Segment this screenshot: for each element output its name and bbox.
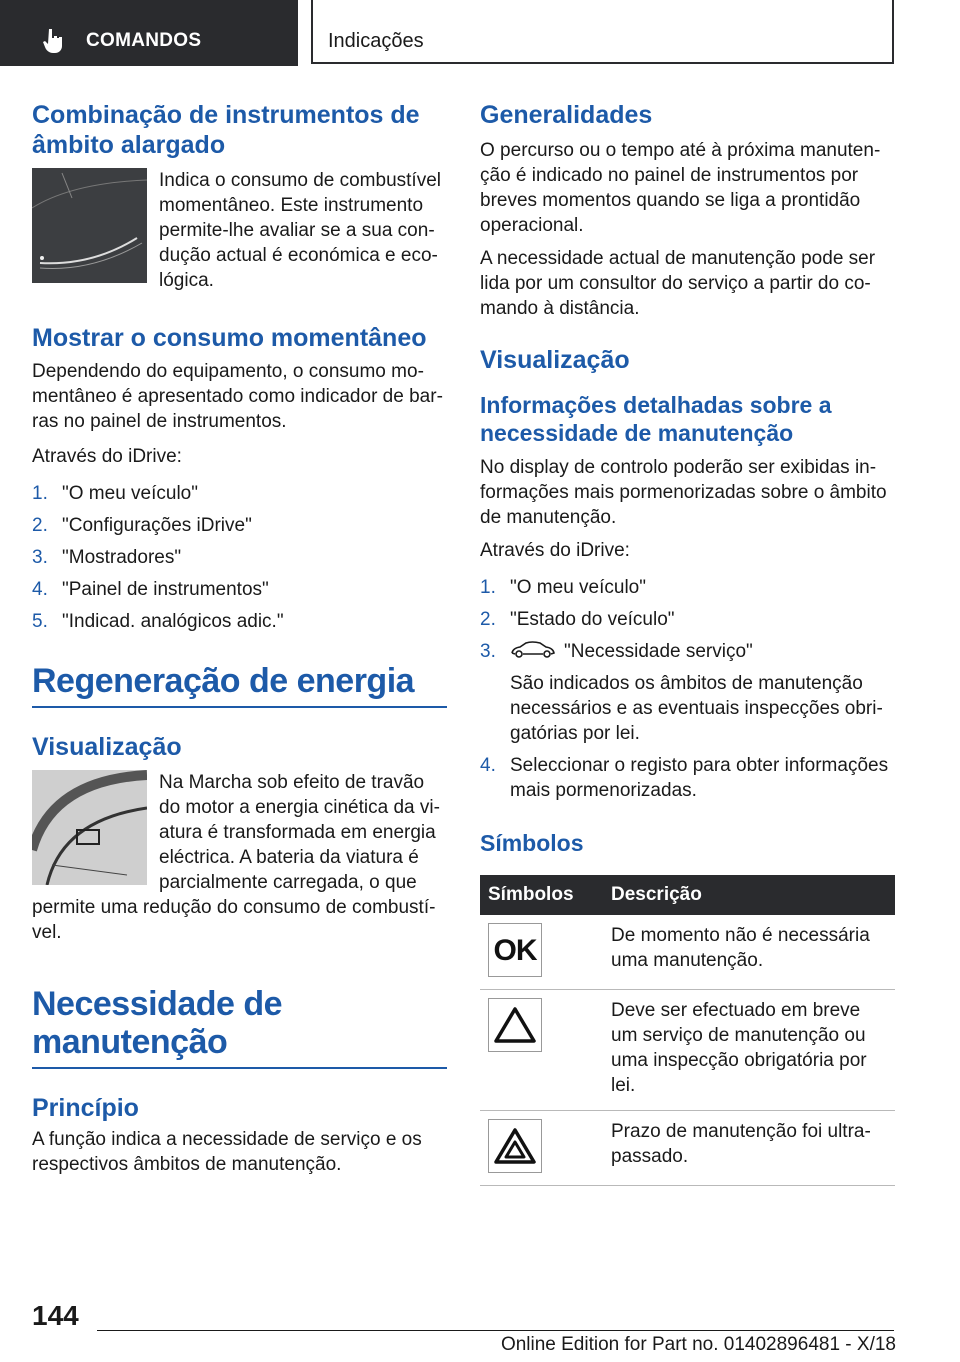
table-cell-description: De momento não é necessária uma manutenção. bbox=[603, 915, 895, 990]
instrument-cluster-image bbox=[32, 168, 147, 283]
list-item: 3. "Necessidade serviço" São indicados os âmbitos de manutenção necessários e as eventuais inspecções obrigatórias por lei. bbox=[480, 639, 895, 746]
right-column bbox=[480, 100, 895, 1186]
principle-text: A função indica a necessidade de serviço e os respectivos âmbitos de manutenção. bbox=[32, 1129, 422, 1175]
energy-gauge-image bbox=[32, 770, 147, 885]
table-row bbox=[480, 1111, 895, 1186]
energy-text-below: permite uma redução do consumo de combustível. bbox=[32, 897, 436, 943]
table-cell-description: Deve ser efectuado em breve um serviço de manutenção ou uma inspecção obrigatória por lei. bbox=[603, 990, 895, 1111]
list-item: 4. Seleccionar o registo para obter informações mais pormenorizadas. bbox=[480, 755, 889, 801]
chapter-label: Indicações bbox=[328, 30, 424, 52]
section-title-instant-consumption: Mostrar o consumo momentâneo bbox=[32, 324, 427, 352]
footer-edition: Online Edition for Part no. 01402896481 - X/18 bbox=[500, 1334, 896, 1355]
left-column bbox=[32, 100, 447, 1177]
table-header-row bbox=[480, 875, 895, 915]
page-header bbox=[0, 0, 960, 66]
footer-divider bbox=[97, 1330, 894, 1331]
chapter-title-energy: Regeneração de energia bbox=[32, 662, 415, 700]
via-idrive-text: Através do iDrive: bbox=[32, 446, 182, 467]
section-title-detailed-info: Informações detalhadas sobre a necessidade de manutenção bbox=[480, 392, 832, 446]
section-title-general: Generalidades bbox=[480, 101, 653, 129]
via-idrive-text-right: Através do iDrive: bbox=[480, 540, 630, 561]
section-title-extended-cluster: Combinação de instrumentos de âmbito alargado bbox=[32, 101, 420, 159]
table-row bbox=[480, 990, 895, 1111]
hazard-triangle-icon bbox=[488, 1119, 542, 1173]
step-3-subtext: São indicados os âmbitos de manutenção necessários e as eventuais inspecções obrigatórias por lei. bbox=[510, 673, 883, 744]
symbols-table bbox=[480, 875, 895, 1186]
table-header-description: Descrição bbox=[603, 875, 895, 915]
list-item: 4. "Painel de instrumentos" bbox=[32, 579, 269, 600]
list-item: 2. "Estado do veículo" bbox=[480, 609, 675, 630]
chapter-title-maintenance: Necessidade de manutenção bbox=[32, 985, 283, 1061]
section-title-principle: Princípio bbox=[32, 1094, 139, 1122]
list-item: 1. "O meu veículo" bbox=[480, 577, 646, 598]
section-title-visualization: Visualização bbox=[32, 733, 182, 761]
energy-text-beside: Na Marcha sob efeito de travão do motor a energia cinética da viatura é transformada em energia eléctrica. A bateria da viatura é parcialmente carregada, o que bbox=[159, 772, 440, 893]
list-item: 3. "Mostradores" bbox=[32, 547, 182, 568]
table-row bbox=[480, 915, 895, 990]
section-tab bbox=[0, 0, 298, 66]
section-title-visualization-right: Visualização bbox=[480, 346, 630, 374]
warning-triangle-icon bbox=[488, 998, 542, 1052]
page-number: 144 bbox=[32, 1300, 79, 1331]
table-cell-description: Prazo de manutenção foi ultrapassado. bbox=[603, 1111, 895, 1186]
general-text-1: O percurso ou o tempo até à próxima manutenção é indicado no painel de instrumentos por breves momentos quando se liga a prontidão operacional. bbox=[480, 140, 881, 236]
detailed-info-text: No display de controlo poderão ser exibidas informações mais pormenorizadas sobre o âmbito de manutenção. bbox=[480, 457, 887, 528]
chapter-tab bbox=[311, 0, 894, 64]
extended-cluster-text: Indica o consumo de combustível momentâneo. Este instrumento permite-lhe avaliar se a sua condução actual é económica e ecológica. bbox=[159, 170, 441, 291]
general-text-2: A necessidade actual de manutenção pode ser lida por um consultor do serviço a partir do comando à distância. bbox=[480, 248, 876, 319]
car-icon bbox=[510, 641, 556, 659]
maintenance-steps-list bbox=[480, 575, 895, 803]
idrive-steps-list bbox=[32, 481, 447, 634]
list-item: 2. "Configurações iDrive" bbox=[32, 515, 252, 536]
instant-consumption-text: Dependendo do equipamento, o consumo momentâneo é apresentado como indicador de barras no painel de instrumentos. bbox=[32, 361, 443, 432]
list-item: 5. "Indicad. analógicos adic." bbox=[32, 611, 284, 632]
section-title-symbols: Símbolos bbox=[480, 830, 584, 856]
hand-pointer-icon bbox=[42, 28, 64, 54]
ok-symbol-icon: OK bbox=[488, 923, 542, 977]
table-header-symbols: Símbolos bbox=[480, 875, 603, 915]
section-label: COMANDOS bbox=[86, 30, 202, 51]
list-item: 1. "O meu veículo" bbox=[32, 483, 198, 504]
